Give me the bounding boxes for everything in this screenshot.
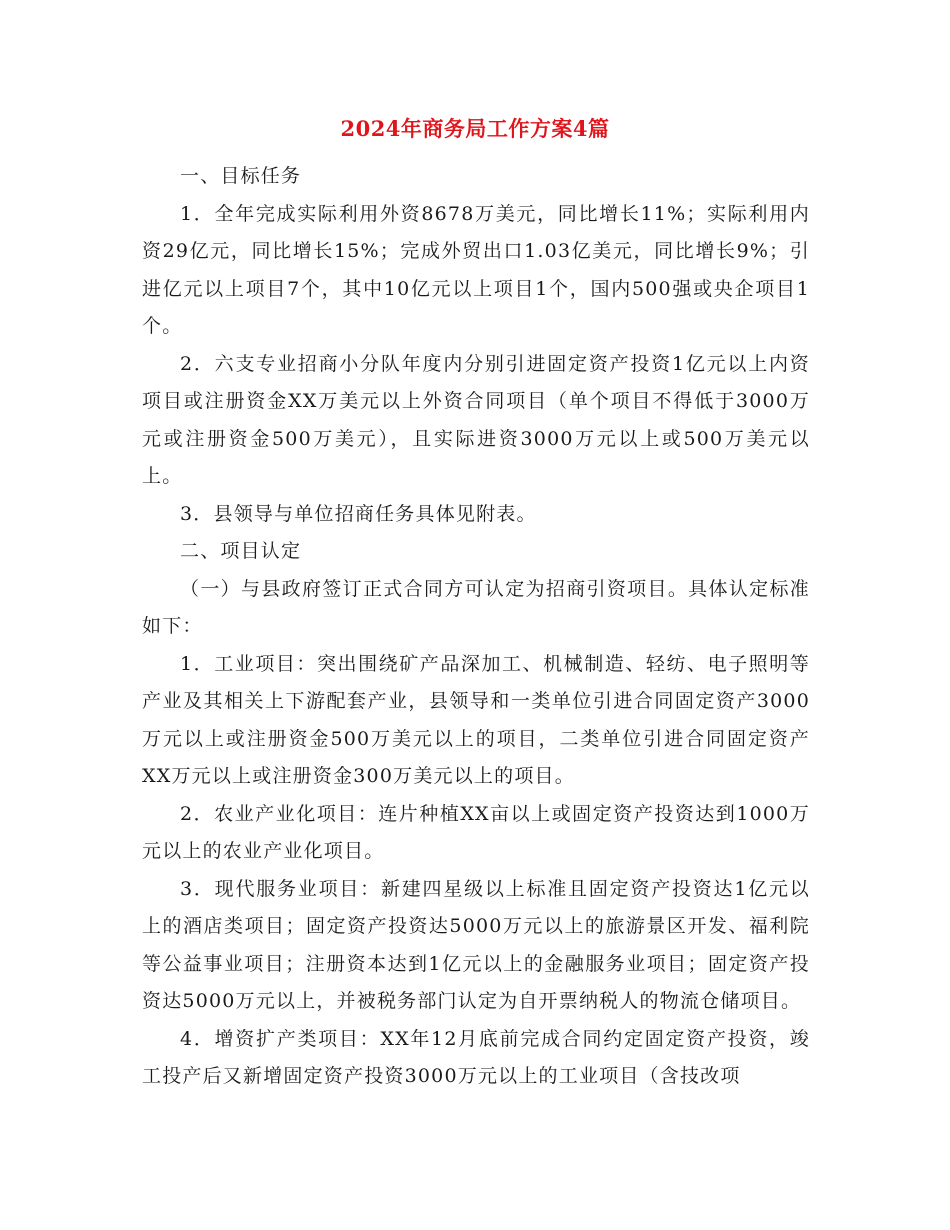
paragraph-goal-2: 2．六支专业招商小分队年度内分别引进固定资产投资1亿元以上内资项目或注册资金XX万美元以上外资合同项目（单个项目不得低于3000万元或注册资金500万美元），且实际进资3000万元以上或500万美元以上。 bbox=[142, 352, 810, 487]
paragraph-recognition-intro: （一）与县政府签订正式合同方可认定为招商引资项目。具体认定标准如下： bbox=[142, 577, 810, 637]
paragraph-agriculture-projects: 2．农业产业化项目：连片种植XX亩以上或固定资产投资达到1000万元以上的农业产业化项目。 bbox=[142, 802, 810, 862]
section-heading-goals: 一、目标任务 bbox=[180, 165, 302, 187]
paragraph-service-projects: 3．现代服务业项目：新建四星级以上标准且固定资产投资达1亿元以上的酒店类项目；固定资产投资达5000万元以上的旅游景区开发、福利院等公益事业项目；注册资本达到1亿元以上的金融服务业项目；固定资产投资达5000万元以上，并被税务部门认定为自开票纳税人的物流仓储项目。 bbox=[142, 877, 810, 1012]
paragraph-goal-1: 1．全年完成实际利用外资8678万美元，同比增长11%；实际利用内资29亿元，同比增长15%；完成外贸出口1.03亿美元，同比增长9%；引进亿元以上项目7个，其中10亿元以上项目1个，国内500强或央企项目1个。 bbox=[142, 202, 810, 337]
paragraph-goal-3: 3．县领导与单位招商任务具体见附表。 bbox=[180, 502, 537, 525]
document-body bbox=[142, 158, 810, 1096]
section-heading-project-recognition: 二、项目认定 bbox=[180, 540, 302, 562]
document-title: 2024年商务局工作方案4篇 bbox=[340, 116, 610, 141]
paragraph-industrial-projects: 1．工业项目：突出围绕矿产品深加工、机械制造、轻纺、电子照明等产业及其相关上下游配套产业，县领导和一类单位引进合同固定资产3000万元以上或注册资金500万美元以上的项目，二类单位引进合同固定资产XX万元以上或注册资金300万美元以上的项目。 bbox=[142, 652, 810, 787]
paragraph-expansion-projects: 4．增资扩产类项目：XX年12月底前完成合同约定固定资产投资，竣工投产后又新增固定资产投资3000万元以上的工业项目（含技改项 bbox=[142, 1027, 810, 1087]
